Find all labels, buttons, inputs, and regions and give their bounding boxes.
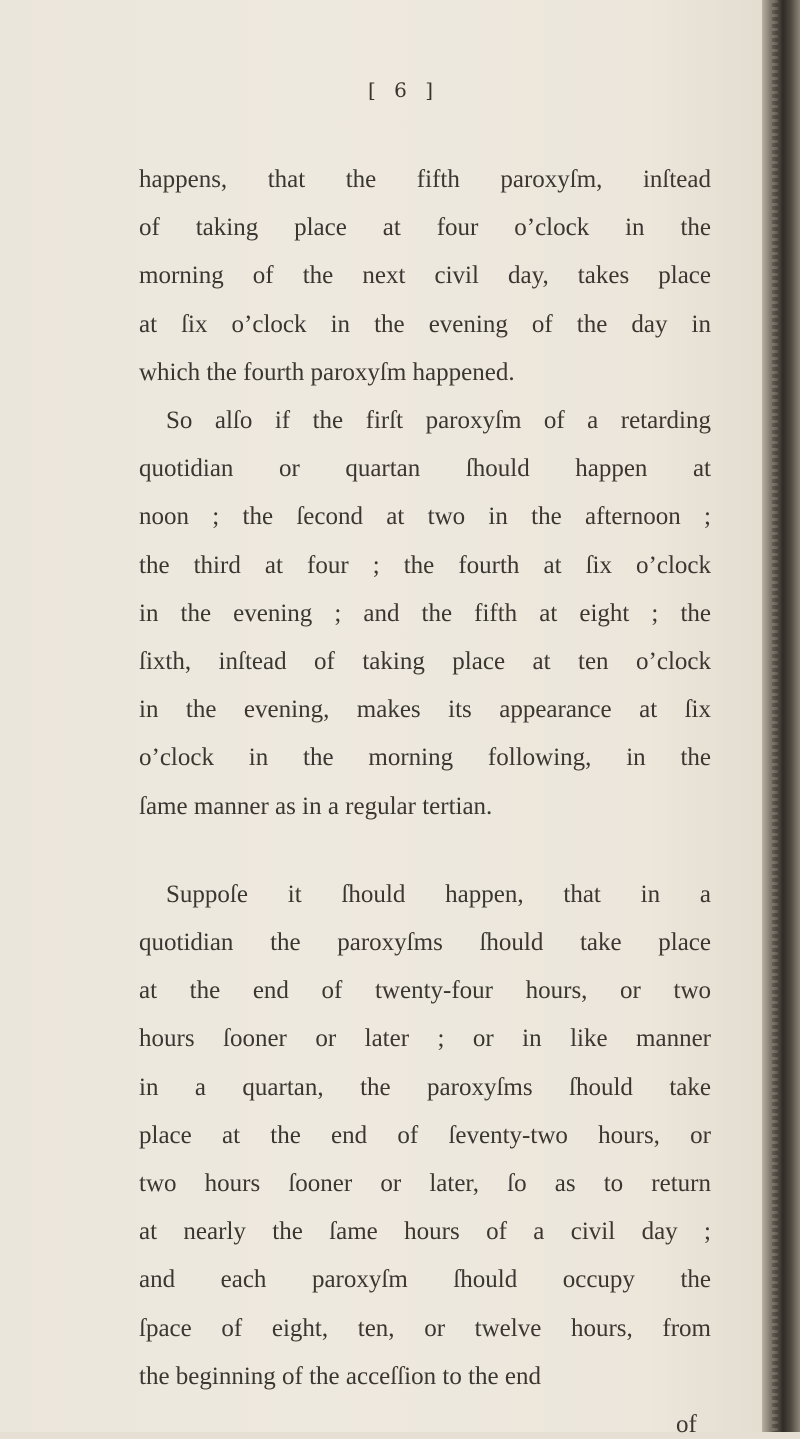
text-line: o’clock in the morning following, in the <box>139 744 711 771</box>
text-line: the third at four ; the fourth at ſix o’clock <box>139 552 711 579</box>
page-edge-shadow <box>762 0 800 1432</box>
text-line: and each paroxyſm ſhould occupy the <box>139 1266 711 1293</box>
text-line: at nearly the ſame hours of a civil day ; <box>139 1218 711 1245</box>
text-line: quotidian the paroxyſms ſhould take place <box>139 929 711 956</box>
text-line: in the evening ; and the fifth at eight ; the <box>139 600 711 627</box>
text-line: in a quartan, the paroxyſms ſhould take <box>139 1074 711 1101</box>
text-line: Suppoſe it ſhould happen, that in a <box>166 881 711 908</box>
text-line: happens, that the fifth paroxyſm, inſtead <box>139 166 711 193</box>
text-line: which the fourth paroxyſm happened. <box>139 359 515 386</box>
text-line: morning of the next civil day, takes place <box>139 262 711 289</box>
text-line: at ſix o’clock in the evening of the day in <box>139 311 711 338</box>
text-line: ſixth, inſtead of taking place at ten o’clock <box>139 648 711 675</box>
text-line: ſame manner as in a regular tertian. <box>139 793 493 820</box>
text-line: So alſo if the firſt paroxyſm of a retarding <box>166 407 711 434</box>
catchword: of <box>676 1411 697 1438</box>
text-line: place at the end of ſeventy-two hours, or <box>139 1122 711 1149</box>
text-line: two hours ſooner or later, ſo as to return <box>139 1170 711 1197</box>
text-line: at the end of twenty-four hours, or two <box>139 977 711 1004</box>
text-line: of taking place at four o’clock in the <box>139 214 711 241</box>
text-line: the beginning of the acceſſion to the end <box>139 1363 541 1390</box>
text-line: noon ; the ſecond at two in the afternoon ; <box>139 503 711 530</box>
text-line: hours ſooner or later ; or in like manner <box>139 1025 711 1052</box>
page-number: [ 6 ] <box>368 78 440 102</box>
text-line: in the evening, makes its appearance at ſix <box>139 696 711 723</box>
text-line: quotidian or quartan ſhould happen at <box>139 455 711 482</box>
text-line: ſpace of eight, ten, or twelve hours, from <box>139 1315 711 1342</box>
